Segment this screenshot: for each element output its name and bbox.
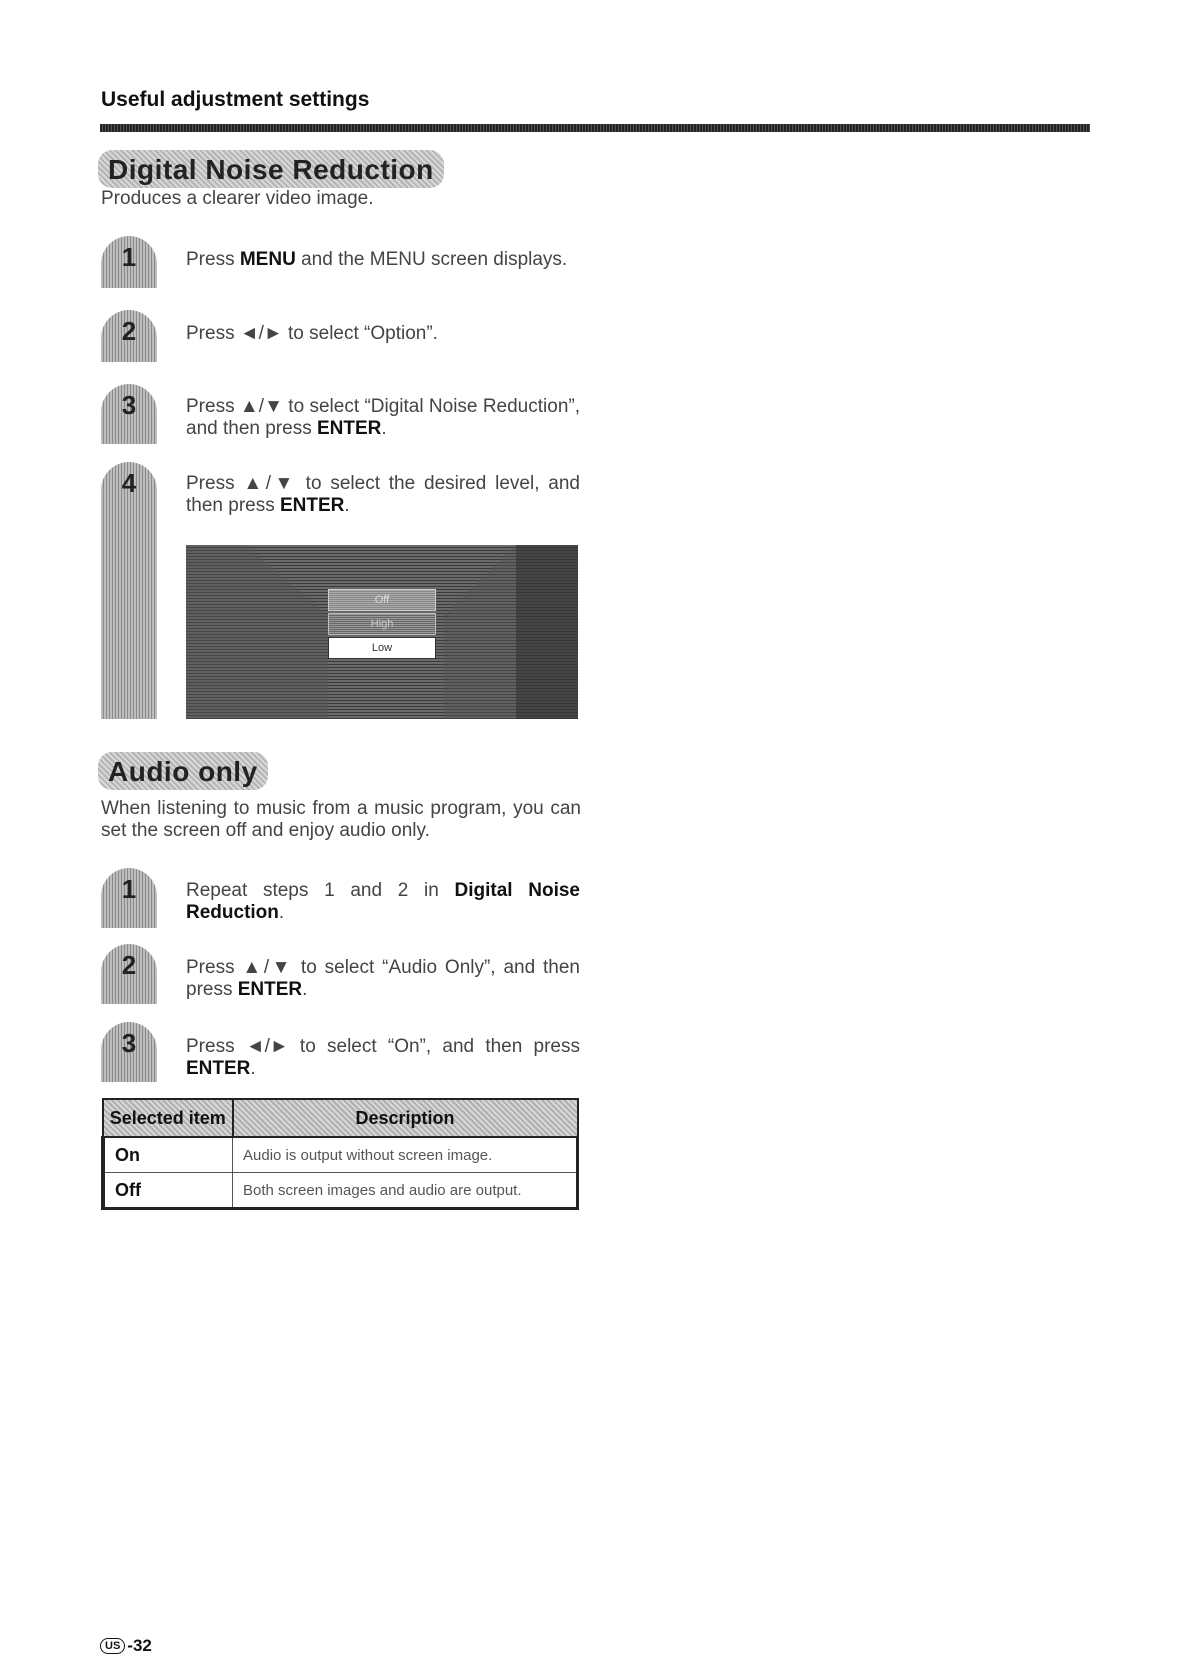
step-badge	[101, 868, 157, 928]
step-badge	[101, 944, 157, 1004]
menu-option-low[interactable]: Low	[328, 637, 436, 659]
options-table	[101, 1098, 579, 1210]
region-badge: US	[100, 1638, 125, 1654]
step-text: Press MENU and the MENU screen displays.	[186, 249, 568, 270]
step-number: 2	[121, 950, 137, 980]
section-title-audio-only: Audio only	[98, 752, 268, 790]
step-number: 1	[121, 874, 137, 904]
section-intro: When listening to music from a music program, you can set the screen off and enjoy audio only.	[101, 798, 581, 841]
menu-screen-illustration	[186, 545, 578, 719]
step-badge	[101, 462, 157, 719]
table-cell-description: Audio is output without screen image.	[233, 1137, 578, 1173]
step-text: Press ▲/▼ to select “Audio Only”, and then press ENTER.	[186, 957, 580, 1000]
header-rule	[100, 124, 1090, 132]
table-row	[103, 1173, 578, 1209]
step-badge	[101, 236, 157, 288]
step-number: 2	[121, 316, 137, 346]
step-number: 4	[121, 468, 137, 498]
page-number: US -32	[100, 1636, 152, 1656]
page-header: Useful adjustment settings	[101, 88, 370, 111]
table-header: Selected item	[103, 1099, 233, 1137]
menu-option-high[interactable]: High	[328, 613, 436, 635]
table-cell-item: On	[103, 1137, 233, 1173]
step-badge	[101, 384, 157, 444]
table-header-row	[103, 1099, 578, 1137]
step-text: Press ◄/► to select “On”, and then press ENTER.	[186, 1036, 580, 1079]
step-text: Press ▲/▼ to select the desired level, and then press ENTER.	[186, 473, 580, 516]
step-text: Press ◄/► to select “Option”.	[186, 323, 438, 344]
section-title-digital-noise-reduction: Digital Noise Reduction	[98, 150, 444, 188]
table-cell-description: Both screen images and audio are output.	[233, 1173, 578, 1209]
step-badge	[101, 1022, 157, 1082]
menu-option-off[interactable]: Off	[328, 589, 436, 611]
table-row	[103, 1137, 578, 1173]
step-badge	[101, 310, 157, 362]
step-text: Repeat steps 1 and 2 in Digital Noise Reduction.	[186, 880, 580, 923]
table-header: Description	[233, 1099, 578, 1137]
step-number: 3	[121, 1028, 137, 1058]
step-number: 3	[121, 390, 137, 420]
step-number: 1	[121, 242, 137, 272]
step-text: Press ▲/▼ to select “Digital Noise Reduction”, and then press ENTER.	[186, 396, 580, 439]
section-intro: Produces a clearer video image.	[101, 188, 374, 209]
table-cell-item: Off	[103, 1173, 233, 1209]
